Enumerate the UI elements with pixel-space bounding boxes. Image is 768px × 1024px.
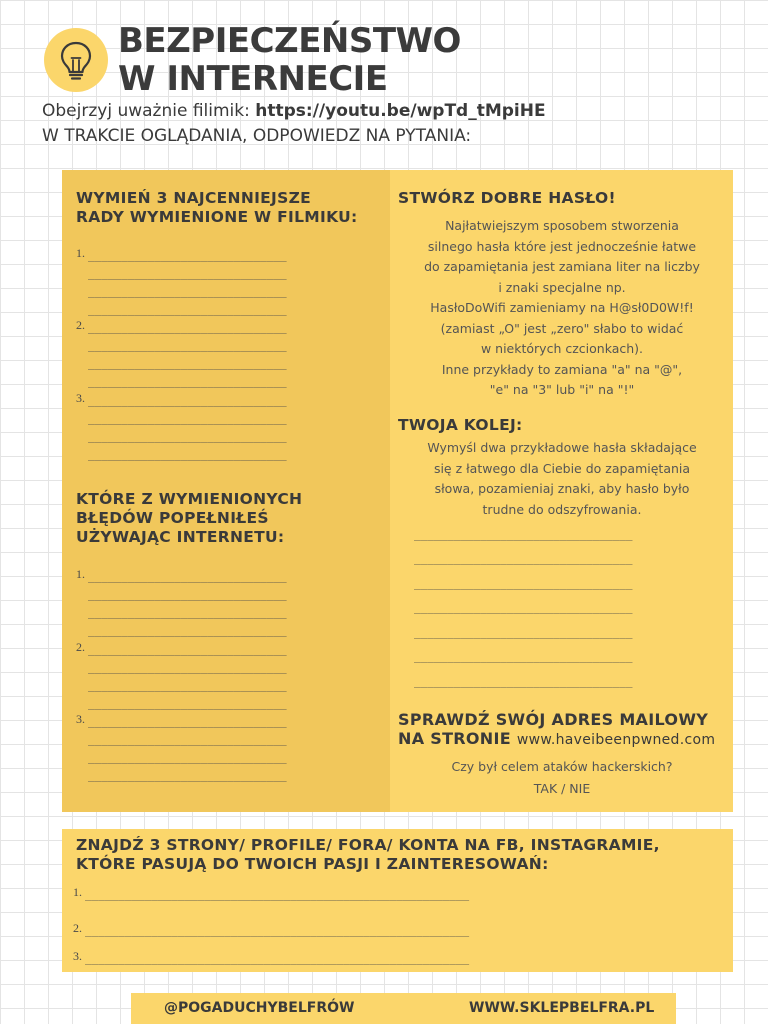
your-turn-heading-text: TWOJA KOLEJ: <box>398 416 523 434</box>
answer-line[interactable]: ______________________________ <box>88 339 287 352</box>
mistakes-heading-line3: UŻYWAJĄC INTERNETU: <box>76 528 285 546</box>
answer-line[interactable]: _________________________________ <box>414 601 633 614</box>
instruction-text: W TRAKCIE OGLĄDANIA, ODPOWIEDZ NA PYTANIA: <box>42 126 472 146</box>
answer-line[interactable]: _________________________________ <box>414 675 633 688</box>
intro-text <box>42 101 546 121</box>
answer-line[interactable]: _________________________________ <box>414 528 633 541</box>
answer-line[interactable]: __________________________________________________________ <box>85 888 470 901</box>
your-turn-line: trudne do odszyfrowania. <box>482 501 642 517</box>
answer-line[interactable]: __________________________________________________________ <box>85 924 470 937</box>
answer-line[interactable]: ______________________________ <box>88 769 287 782</box>
answer-line[interactable]: _________________________________ <box>414 650 633 663</box>
mistakes-heading-line2: BŁĘDÓW POPEŁNIŁEŚ <box>76 509 269 527</box>
tip-line: HasłoDoWifi zamieniamy na H@sł0D0W!f! <box>430 300 694 315</box>
answer-line[interactable]: _________________________________ <box>414 577 633 590</box>
answer-number: 2. <box>76 640 85 654</box>
check-answers[interactable]: TAK / NIE <box>533 781 591 796</box>
tip-line: Inne przykłady to zamiana "a" na "@", <box>441 361 683 377</box>
advice-heading-line1: WYMIEŃ 3 NAJCENNIEJSZE <box>76 189 312 207</box>
answer-line[interactable]: ______________________________ <box>88 303 287 316</box>
tip-line: "e" na "3" lub "i" na "!" <box>489 382 635 397</box>
video-link[interactable]: https://youtu.be/wpTd_tMpiHE <box>255 101 546 121</box>
lightbulb-icon <box>58 40 94 80</box>
lightbulb-badge <box>44 28 108 92</box>
intro-label: Obejrzyj uważnie filimik: <box>42 101 256 121</box>
answer-number: 2. <box>76 318 85 332</box>
answer-number: 2. <box>73 921 82 935</box>
email-check-line2 <box>398 729 715 750</box>
your-turn-line: słowa, pozamieniaj znaki, aby hasło było <box>434 481 690 496</box>
your-turn-line: się z łatwego dla Ciebie do zapamiętania <box>433 460 691 476</box>
answer-number: 3. <box>73 949 82 963</box>
check-question: Czy był celem ataków hackerskich? <box>451 759 673 774</box>
profiles-heading-line1: ZNAJDŹ 3 STRONY/ PROFILE/ FORA/ KONTA NA FB, INSTAGRAMIE, <box>76 836 660 854</box>
answer-line[interactable]: ______________________________ <box>88 588 287 601</box>
answer-number: 1. <box>73 885 82 899</box>
email-check-heading <box>398 710 715 750</box>
answer-line[interactable]: ______________________________ <box>88 715 287 728</box>
footer-handle[interactable]: @POGADUCHYBELFRÓW <box>164 1000 355 1016</box>
page-title-line2: W INTERNECIE <box>118 59 388 99</box>
footer-site[interactable]: WWW.SKLEPBELFRA.PL <box>469 1000 655 1016</box>
answer-line[interactable]: ______________________________ <box>88 733 287 746</box>
answer-line[interactable]: ______________________________ <box>88 751 287 764</box>
footer-bar <box>131 993 676 1024</box>
answer-line[interactable]: ______________________________ <box>88 697 287 710</box>
answer-line[interactable]: _________________________________ <box>414 626 633 639</box>
advice-heading-line2: RADY WYMIENIONE W FILMIKU: <box>76 208 358 226</box>
answer-line[interactable]: ______________________________ <box>88 285 287 298</box>
answer-line[interactable]: ______________________________ <box>88 448 287 461</box>
tip-line: i znaki specjalne np. <box>498 279 626 295</box>
password-heading-text: STWÓRZ DOBRE HASŁO! <box>398 189 616 207</box>
page-title-line1: BEZPIECZEŃSTWO <box>118 21 461 61</box>
profiles-heading-line2: KTÓRE PASUJĄ DO TWOICH PASJI I ZAINTERESOWAŃ: <box>76 855 549 873</box>
answer-line[interactable]: ______________________________ <box>88 679 287 692</box>
answer-line[interactable]: ______________________________ <box>88 375 287 388</box>
answer-line[interactable]: ______________________________ <box>88 249 287 262</box>
profiles-heading <box>76 836 660 874</box>
mistakes-heading <box>76 490 302 547</box>
mistakes-heading-line1: KTÓRE Z WYMIENIONYCH <box>76 490 303 508</box>
answer-line[interactable]: _________________________________ <box>414 552 633 565</box>
check-site-link[interactable]: www.haveibeenpwned.com <box>516 732 716 748</box>
tip-line: (zamiast „O" jest „zero" słabo to widać <box>440 320 684 336</box>
your-turn-line: Wymyśl dwa przykładowe hasła składające <box>427 440 697 455</box>
answer-line[interactable]: ______________________________ <box>88 412 287 425</box>
answer-line[interactable]: ______________________________ <box>88 570 287 583</box>
answer-number: 1. <box>76 567 85 581</box>
answer-line[interactable]: __________________________________________________________ <box>85 952 470 965</box>
answer-line[interactable]: ______________________________ <box>88 661 287 674</box>
tip-line: do zapamiętania jest zamiana liter na liczby <box>424 259 700 274</box>
answer-number: 3. <box>76 712 85 726</box>
email-check-line2-text: NA STRONIE <box>398 729 517 748</box>
answer-number: 3. <box>76 391 85 405</box>
answer-line[interactable]: ______________________________ <box>88 430 287 443</box>
page-title <box>118 22 461 98</box>
tip-line: silnego hasła które jest jednocześnie łatwe <box>427 238 697 254</box>
answer-line[interactable]: ______________________________ <box>88 624 287 637</box>
password-heading <box>398 189 616 208</box>
answer-number: 1. <box>76 246 85 260</box>
tip-line: w niektórych czcionkach). <box>480 341 644 356</box>
email-check-line1: SPRAWDŹ SWÓJ ADRES MAILOWY <box>398 710 709 729</box>
your-turn-heading <box>398 416 523 435</box>
password-tip <box>394 216 730 401</box>
answer-line[interactable]: ______________________________ <box>88 643 287 656</box>
advice-heading <box>76 189 358 227</box>
answer-line[interactable]: ______________________________ <box>88 267 287 280</box>
answer-line[interactable]: ______________________________ <box>88 394 287 407</box>
answer-line[interactable]: ______________________________ <box>88 606 287 619</box>
tip-line: Najłatwiejszym sposobem stworzenia <box>445 218 679 233</box>
answer-line[interactable]: ______________________________ <box>88 357 287 370</box>
your-turn-text <box>394 438 730 520</box>
answer-line[interactable]: ______________________________ <box>88 321 287 334</box>
